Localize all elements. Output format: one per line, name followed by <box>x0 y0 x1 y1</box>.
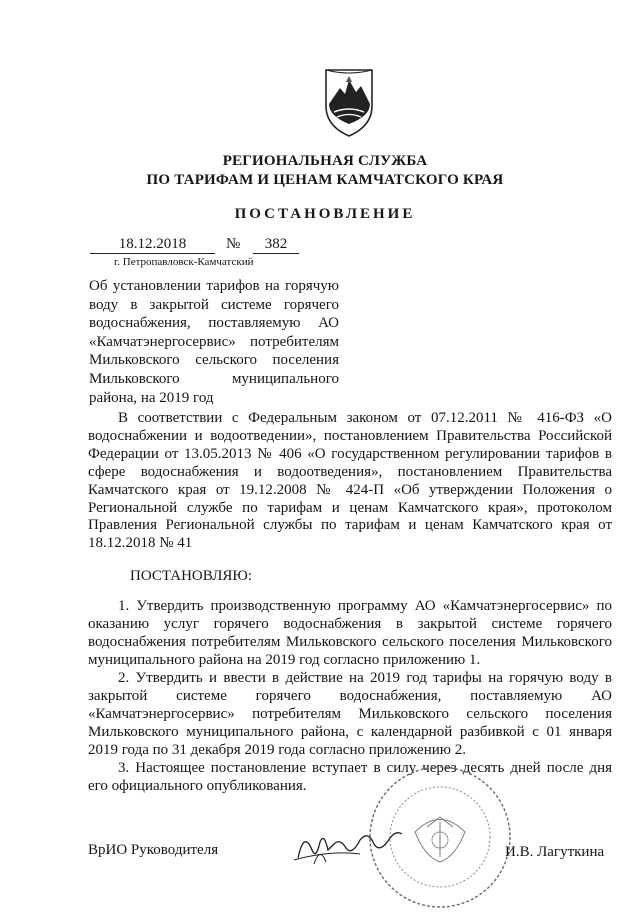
decree-item-1: 1. Утвердить производственную программу АО «Камчатэнергосервис» по оказанию услуг горячего водоснабжения в закрытой системе горячего водоснабжения потребителям Мильковского сельского поселения Мильковского муниципального района на 2019 год согласно приложению 1. <box>88 598 612 668</box>
document-date: 18.12.2018 <box>90 236 215 254</box>
kamchatka-coat-of-arms-icon <box>320 66 378 138</box>
document-number: 382 <box>253 236 299 254</box>
decree-item-3: 3. Настоящее постановление вступает в силу через десять дней после дня его официального опубликования. <box>88 760 612 794</box>
organization-name-line2: ПО ТАРИФАМ И ЦЕНАМ КАМЧАТСКОГО КРАЯ <box>146 172 504 188</box>
signer-name: И.В. Лагуткина <box>505 844 605 860</box>
decree-item-2: 2. Утвердить и ввести в действие на 2019 год тарифы на горячую воду в закрытой системе горячего водоснабжения, поставляемую АО «Камчатэнергосервис» потребителям Мильковского сельского поселения Мильковского муниципального района, с календарной разбивкой с 01 января 2019 года по 31 декабря 2019 года согласно приложению 2. <box>88 670 612 758</box>
signer-position: ВрИО Руководителя <box>88 842 219 858</box>
document-type-title: ПОСТАНОВЛЕНИЕ <box>234 206 416 222</box>
city-name: г. Петропавловск-Камчатский <box>114 256 254 268</box>
decree-heading: ПОСТАНОВЛЯЮ: <box>130 568 252 584</box>
document-subject: Об установлении тарифов на горячую воду в закрытой системе горячего водоснабжения, поставляемую АО «Камчатэнергосервис» потребителям Мильковского сельского поселения Мильковского муниципального района, на 2019 год <box>89 278 339 406</box>
number-sign: № <box>226 236 241 252</box>
organization-name-line1: РЕГИОНАЛЬНАЯ СЛУЖБА <box>222 153 428 169</box>
handwritten-signature <box>290 820 410 870</box>
preamble-paragraph: В соответствии с Федеральным законом от 07.12.2011 № 416-ФЗ «О водоснабжении и водоотведении», постановлением Правительства Российской Федерации от 13.05.2013 № 406 «О государственном регулировании тарифов в сфере водоснабжения и водоотведения», постановлением Правительства Камчатского края от 19.12.2008 № 424-П «Об утверждении Положения о Региональной службе по тарифам и ценам Камчатского края», протоколом Правления Региональной службы по тарифам и ценам Камчатского края от 18.12.2018 № 41 <box>88 410 612 552</box>
